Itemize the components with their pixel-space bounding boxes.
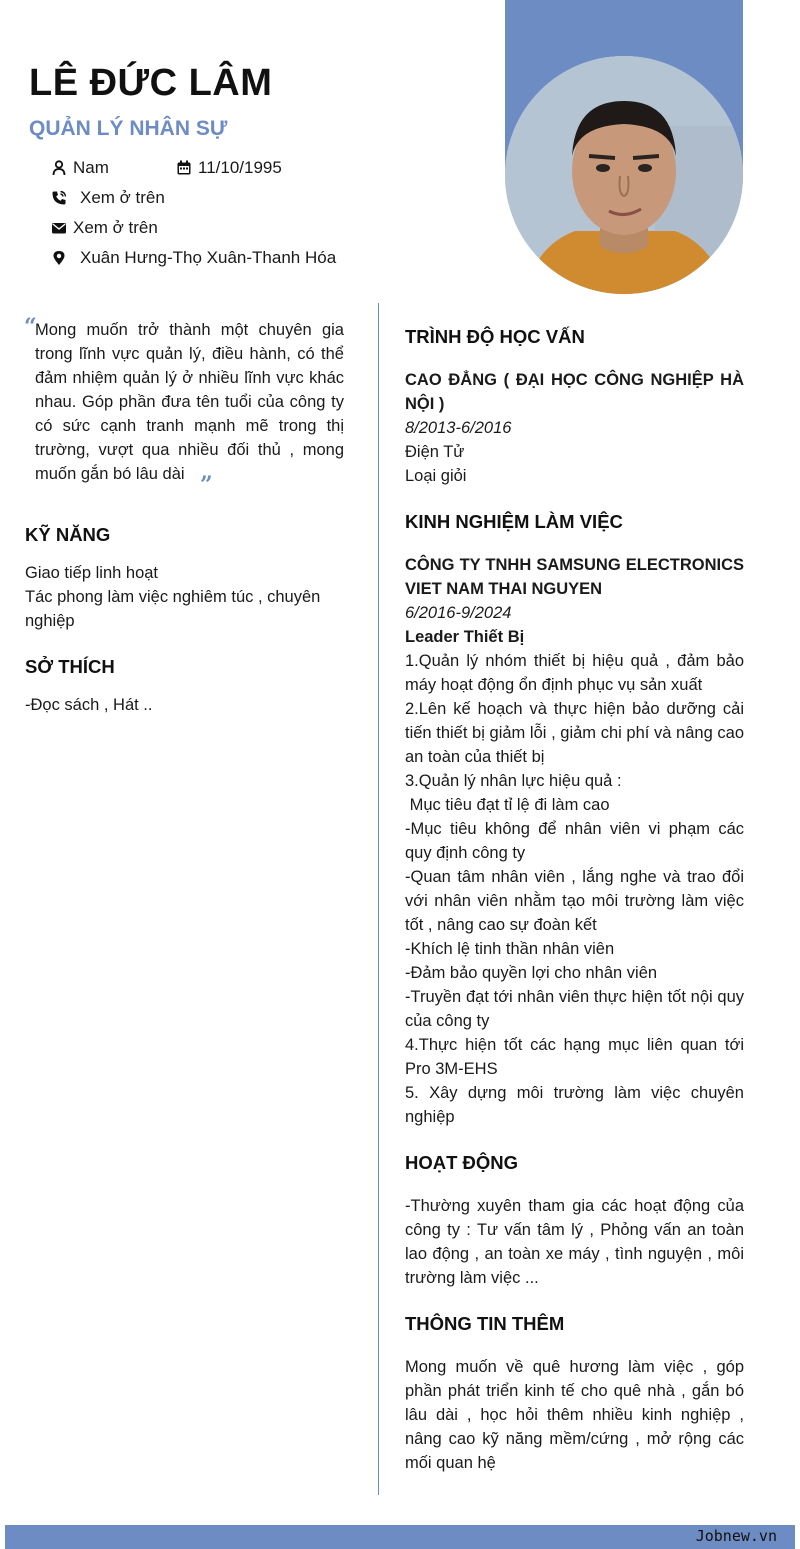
- gender-row: [51, 158, 109, 178]
- candidate-name: LÊ ĐỨC LÂM: [29, 62, 273, 104]
- birthday-row: [176, 158, 282, 178]
- skill-item: Tác phong làm việc nghiêm túc , chuyên nghiệp: [25, 588, 321, 630]
- birthday-value: 11/10/1995: [198, 158, 282, 177]
- additional-info-heading: THÔNG TIN THÊM: [405, 1313, 565, 1334]
- experience-line: 4.Thực hiện tốt các hạng mục liên quan tới Pro 3M-EHS: [405, 1036, 749, 1078]
- experience-line: -Truyền đạt tới nhân viên thực hiện tốt nội quy của công ty: [405, 988, 749, 1030]
- gender-value: Nam: [73, 158, 109, 177]
- experience-line: 2.Lên kế hoạch và thực hiện bảo dưỡng cải tiến thiết bị giảm lỗi , giảm chi phí và nâng cao an toàn của thiết bị: [405, 700, 749, 766]
- education-period: 8/2013-6/2016: [405, 419, 512, 437]
- email-icon: [51, 220, 67, 236]
- phone-value: Xem ở trên: [80, 188, 165, 207]
- phone-row: [51, 188, 165, 208]
- hobbies-heading: SỞ THÍCH: [25, 656, 115, 677]
- column-divider: [378, 303, 379, 1495]
- school-name: CAO ĐẲNG ( ĐẠI HỌC CÔNG NGHIỆP HÀ NỘI ): [405, 371, 744, 413]
- skill-item: Giao tiếp linh hoạt: [25, 564, 159, 582]
- address-row: [51, 248, 336, 268]
- education-entry: [405, 368, 744, 488]
- footer-brand[interactable]: Jobnew.vn: [695, 1527, 777, 1545]
- calendar-icon: [176, 160, 192, 176]
- experience-role: Leader Thiết Bị: [405, 628, 525, 646]
- quote-open-icon: “: [24, 314, 37, 340]
- skills-list: [25, 561, 335, 633]
- experience-line: -Đảm bảo quyền lợi cho nhân viên: [405, 964, 658, 982]
- objective-text: Mong muốn trở thành một chuyên gia trong lĩnh vực quản lý, điều hành, có thể đảm nhiệm quản lý ở nhiều lĩnh vực khác nhau. Góp phần đưa tên tuổi của công ty có sức cạnh tranh mạnh mẽ trong thị trường, vượt qua nhiều đối thủ , mong muốn gắn bó lâu dài: [35, 321, 344, 483]
- activities-heading: HOẠT ĐỘNG: [405, 1152, 519, 1173]
- skills-heading: KỸ NĂNG: [25, 524, 111, 545]
- user-icon: [51, 160, 67, 176]
- experience-period: 6/2016-9/2024: [405, 604, 512, 622]
- experience-line: 5. Xây dựng môi trường làm việc chuyên nghiệp: [405, 1084, 749, 1126]
- email-row: [51, 218, 158, 238]
- experience-entry: [405, 553, 749, 1129]
- email-value: Xem ở trên: [73, 218, 158, 237]
- company-name: CÔNG TY TNHH SAMSUNG ELECTRONICS VIET NAM THAI NGUYEN: [405, 556, 744, 598]
- education-major: Điện Tử: [405, 443, 465, 461]
- location-icon: [51, 250, 67, 266]
- experience-line: 3.Quản lý nhân lực hiệu quả :: [405, 772, 622, 790]
- additional-info-text: Mong muốn về quê hương làm việc , góp phần phát triển kinh tế cho quê nhà , gắn bó lâu dài , học hỏi thêm nhiều kinh nghiệp , nâng cao kỹ năng mềm/cứng , mở rộng các mối quan hệ: [405, 1358, 744, 1472]
- experience-line: 1.Quản lý nhóm thiết bị hiệu quả , đảm bảo máy hoạt động ổn định phục vụ sản xuất: [405, 652, 749, 694]
- experience-line: Mục tiêu đạt tỉ lệ đi làm cao: [405, 796, 610, 814]
- experience-heading: KINH NGHIỆM LÀM VIỆC: [405, 511, 623, 532]
- education-heading: TRÌNH ĐỘ HỌC VẤN: [405, 326, 585, 347]
- footer-bar: [5, 1525, 795, 1549]
- quote-close-icon: ”: [200, 472, 213, 498]
- profile-photo: [505, 56, 743, 294]
- hobbies-text: -Đọc sách , Hát ..: [25, 696, 153, 714]
- education-grade: Loại giỏi: [405, 467, 467, 485]
- job-title: QUẢN LÝ NHÂN SỰ: [29, 117, 228, 140]
- experience-line: -Quan tâm nhân viên , lắng nghe và trao đổi với nhân viên nhằm tạo môi trường làm việc tốt , nâng cao sự đoàn kết: [405, 868, 749, 934]
- address-value: Xuân Hưng-Thọ Xuân-Thanh Hóa: [80, 248, 337, 267]
- activities-text: -Thường xuyên tham gia các hoạt động của công ty : Tư vấn tâm lý , Phỏng vấn an toàn lao động , an toàn xe máy , tình nguyện , môi trường làm việc ...: [405, 1197, 744, 1287]
- objective-section: [24, 314, 344, 498]
- experience-line: -Mục tiêu không để nhân viên vi phạm các quy định công ty: [405, 820, 749, 862]
- experience-line: -Khích lệ tinh thần nhân viên: [405, 940, 615, 958]
- phone-icon: [51, 190, 67, 206]
